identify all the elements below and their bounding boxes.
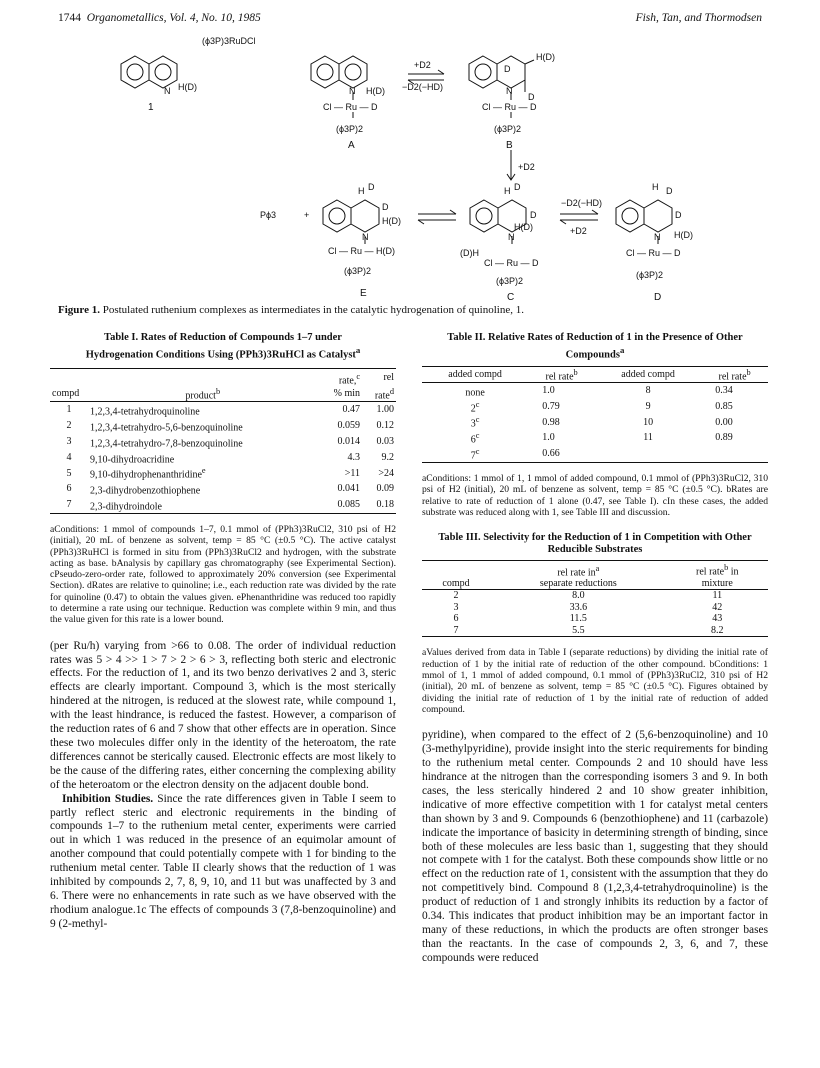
t3-mix-top: rel rate$^b$ in bbox=[696, 563, 739, 578]
compound-number: 1 bbox=[66, 404, 72, 416]
rel-rate-value: >24 bbox=[378, 467, 394, 479]
label-h-d: H bbox=[652, 182, 659, 192]
label-ligand-c: (ϕ3P)2 bbox=[496, 276, 524, 286]
label-ligand-d: (ϕ3P)2 bbox=[636, 270, 664, 280]
reagent-label: (ϕ3P)3RuDCl bbox=[202, 36, 256, 46]
compound-number: 2 bbox=[66, 420, 72, 432]
label-ligand-b: (ϕ3P)2 bbox=[494, 124, 522, 134]
label-clru-d: Cl — Ru — D bbox=[626, 248, 681, 258]
compound-number: 5 bbox=[66, 467, 72, 479]
pphi3-label: Pϕ3 bbox=[260, 210, 277, 220]
product-cell bbox=[88, 450, 318, 466]
product-footnote: e bbox=[201, 466, 206, 476]
table2-row bbox=[422, 446, 768, 462]
table2-body bbox=[422, 382, 768, 462]
added-compd: 11 bbox=[643, 432, 653, 444]
inhibition-heading: Inhibition Studies. bbox=[62, 792, 154, 805]
product-cell bbox=[88, 418, 318, 434]
inhibition-text: Since the rate differences given in Table I seem to partly reflect steric and electronic requirements in the binding of compounds 1–7 to the ruthenium metal center, experiments were carried out in which 1 was reduced in the presence of an equimolar amount of another compound that could potentially compete with 1 for binding to the ruthenium metal center. Table II clearly shows that the reduction of 1 was inhibited by compounds 2, 7, 8, 9, 10, and 11 but was unaffected by 3 and 6. There were no enhancements in rate such as we have observed with the rhodium analogue.1c The effects of compounds 3 (7,8-benzoquinoline) and 9 (2-methyl- bbox=[50, 792, 396, 930]
t1-rate-top: rate,$^c$ bbox=[338, 371, 361, 386]
added-compd: none bbox=[465, 387, 485, 399]
rate-value: 4.3 bbox=[347, 451, 361, 463]
compound-label-d: D bbox=[654, 292, 662, 302]
rel-rate-value: 0.03 bbox=[376, 435, 394, 447]
rel-rate-value: 1.00 bbox=[376, 404, 394, 416]
label-clru-e: Cl — Ru — H(D) bbox=[328, 246, 395, 256]
label-clru-b: Cl — Ru — D bbox=[482, 102, 537, 112]
header-authors: Fish, Tan, and Thormodsen bbox=[635, 12, 762, 24]
added-compd: 2 bbox=[470, 402, 476, 414]
table2-row bbox=[422, 399, 768, 415]
table2-row bbox=[422, 414, 768, 430]
compound-number: 6 bbox=[453, 613, 459, 625]
mixture-rate: 11 bbox=[712, 590, 723, 602]
figure-caption-text: Postulated ruthenium complexes as intermediates in the catalytic hydrogenation of quinoline, 1. bbox=[102, 304, 524, 316]
running-header bbox=[58, 12, 762, 26]
table2-footnotes: aConditions: 1 mmol of 1, 1 mmol of added compound, 0.1 mmol of (PPh3)3RuCl2, 310 psi of H2 (initial), 20 mL of benzene as solvent, temp = 85 °C (±0.5 °C). bRates are relative to rate of reduction of 1 alone (0.47, see Table I). cIn these cases, the added substrate was reduced along with 1, see Table III and discussion. bbox=[422, 472, 768, 518]
rel-rate-value: 0.12 bbox=[376, 420, 394, 432]
label-d-b2: D bbox=[528, 92, 535, 102]
added-compd-cell bbox=[422, 382, 528, 398]
t1-header-product: product$^b$ bbox=[185, 386, 221, 402]
separate-rate: 11.5 bbox=[569, 613, 587, 625]
product-name: 2,3-dihydrobenzothiophene bbox=[90, 485, 201, 497]
separate-rate: 8.0 bbox=[572, 590, 585, 602]
table2-row bbox=[422, 430, 768, 446]
t1-header-compd: compd bbox=[52, 387, 80, 399]
product-name: 1,2,3,4-tetrahydroquinoline bbox=[90, 406, 200, 418]
rate-value: 0.059 bbox=[337, 420, 361, 432]
rel-rate: 0.34 bbox=[715, 384, 733, 396]
complex-e-structure bbox=[323, 200, 379, 244]
product-name: 1,2,3,4-tetrahydro-7,8-benzoquinoline bbox=[90, 438, 243, 450]
rel-rate: 0.85 bbox=[715, 400, 733, 412]
rel-rate-value: 0.09 bbox=[376, 483, 394, 495]
label-hd-d: H(D) bbox=[674, 230, 693, 240]
compound-number: 3 bbox=[66, 435, 72, 447]
table3 bbox=[422, 560, 768, 637]
product-name: 2,3-dihydroindole bbox=[90, 501, 162, 513]
t1-rel-top: rel bbox=[383, 371, 394, 383]
compound-number: 4 bbox=[66, 451, 72, 463]
compound-label-a: A bbox=[348, 140, 355, 151]
table3-row bbox=[422, 625, 768, 637]
table1-title-text: Table I. Rates of Reduction of Compounds 1–7 under Hydrogenation Conditions Using (PPh3)3RuHCl as Catalyst bbox=[85, 332, 356, 361]
arrow-down-label: +D2 bbox=[518, 162, 535, 172]
label-n-e: N bbox=[362, 232, 369, 242]
table1-footnotes: aConditions: 1 mmol of compounds 1–7, 0.1 mmol of (PPh3)3RuCl2, 310 psi of H2 (initial), 20 mL of benzene as solvent, temp = 85 °C (±0.5 °C). The active catalyst (PPh3)3RuHCl is formed in situ from (PPh3)3RuCl2 and hydrogen, with the substrate acting as base. bAnalysis by capillary gas chromatography (see Experimental Section). cPseudo-zero-order rate, followed to approximately 20% conversion (see Experimental Section). dRates are relative to quinoline; i.e., each reduction rate was divided by the rate for quinoline (0.47) to obtain the values given. ePhenanthridine was reduced too rapidly to determine a rate using our technique. Reduction was complete within 9 min, and thus the value given for this rate is a lower bound. bbox=[50, 523, 396, 626]
added-compd bbox=[595, 446, 701, 462]
table1-row bbox=[50, 450, 396, 466]
product-cell bbox=[88, 497, 318, 513]
rel-rate: 0.79 bbox=[542, 400, 560, 412]
table1-title-sup: a bbox=[355, 345, 361, 355]
compound-number: 7 bbox=[453, 624, 459, 636]
complex-d-structure bbox=[616, 200, 672, 244]
header-left bbox=[58, 12, 261, 24]
rate-value: 0.014 bbox=[337, 435, 361, 447]
label-d-c: D bbox=[514, 182, 521, 192]
added-compd: 6 bbox=[470, 434, 476, 446]
compound-number: 2 bbox=[453, 590, 459, 602]
left-body-text: (per Ru/h) varying from >66 to 0.08. The order of individual reduction rates was 5 > 4 >> 1 > 7 > 2 > 6 > 3, reflecting both steric and electronic effects. For the reduction of 1, and its two benzo derivatives 2 and 3, steric effects are clearly important. Compound 3, which is the most sterically hindered at the nitrogen, is reduced at the slowest rate, while compound 1, with the least hindrance, is reduced the fastest. However, a comparison of the reduction rates of 6 and 7 show that other effects are in operation. Since these two molecules differ only in the identity of the heteroatom, the rate differences cannot be sterically caused. Electronic effects are most likely to be the cause of the differing rates, either concerning the complexing ability of the heteroatom or the electron density on the adjacent double bond. bbox=[50, 639, 396, 791]
label-ligand-e: (ϕ3P)2 bbox=[344, 266, 372, 276]
table1-row bbox=[50, 465, 396, 481]
reaction-scheme bbox=[100, 34, 720, 302]
added-compd-footnote: c bbox=[475, 447, 480, 457]
compound-label-b: B bbox=[506, 140, 513, 151]
table1-row bbox=[50, 402, 396, 418]
arrow-top-fwd: +D2 bbox=[414, 60, 431, 70]
label-h-e: H bbox=[358, 186, 365, 196]
separate-rate: 33.6 bbox=[569, 601, 588, 613]
label-n-1: N bbox=[164, 86, 171, 96]
t3-header-compd: compd bbox=[442, 578, 470, 590]
compound-number: 7 bbox=[66, 499, 72, 511]
rel-rate: 1.0 bbox=[542, 432, 555, 444]
product-name: 9,10-dihydroacridine bbox=[90, 453, 175, 465]
table2-title: Table II. Relative Rates of Reduction of 1 in the Presence of Other Compounds$^a$ bbox=[447, 332, 743, 361]
compound-label-e: E bbox=[360, 288, 367, 299]
t3-header-mix: mixture bbox=[701, 578, 733, 590]
label-d-e2: D bbox=[382, 202, 389, 212]
journal-citation: Organometallics, Vol. 4, No. 10, 1985 bbox=[86, 12, 261, 24]
table1-row bbox=[50, 418, 396, 434]
t2-header-added-1: added compd bbox=[448, 368, 502, 380]
compound-label-c: C bbox=[507, 292, 515, 302]
product-cell bbox=[88, 434, 318, 450]
rel-rate: 0.00 bbox=[715, 416, 733, 428]
t1-header-rel: rate$^d$ bbox=[374, 386, 394, 402]
rel-rate: 0.98 bbox=[542, 416, 560, 428]
label-d-e: D bbox=[368, 182, 375, 192]
arrow-bot-fwd: −D2(−HD) bbox=[561, 198, 603, 208]
figure-caption bbox=[58, 304, 768, 316]
label-d-d: D bbox=[666, 186, 673, 196]
mixture-rate: 42 bbox=[712, 601, 723, 613]
inhibition-paragraph bbox=[50, 793, 396, 932]
added-compd-cell bbox=[422, 399, 528, 415]
label-clru-a: Cl — Ru — D bbox=[323, 102, 378, 112]
rel-rate: 0.66 bbox=[542, 448, 560, 460]
rel-rate-value: 9.2 bbox=[381, 451, 394, 463]
label-d-c2: D bbox=[530, 210, 537, 220]
mixture-rate: 8.2 bbox=[711, 624, 724, 636]
added-compd: 3 bbox=[470, 418, 476, 430]
added-compd-cell bbox=[422, 430, 528, 446]
t2-header-added-2: added compd bbox=[621, 368, 675, 380]
table1 bbox=[50, 368, 396, 514]
added-compd-footnote: c bbox=[475, 415, 480, 425]
equilibrium-arrows-left bbox=[418, 210, 456, 224]
label-d-d2: D bbox=[675, 210, 682, 220]
rate-value: 0.47 bbox=[342, 404, 361, 416]
label-ligand-a: (ϕ3P)2 bbox=[336, 124, 364, 134]
added-compd-footnote: c bbox=[475, 431, 480, 441]
t2-header-rel-1: rel rate$^b$ bbox=[545, 367, 578, 382]
equilibrium-arrows-right bbox=[560, 210, 598, 224]
compound-number: 3 bbox=[453, 601, 459, 613]
down-arrow bbox=[507, 150, 515, 180]
right-body-text: pyridine), when compared to the effect of 2 (5,6-benzoquinoline) and 10 (3-methylpyridine), provide insight into the steric requirements for binding to the ruthenium metal center. Compounds 2 and 10 should have less hindrance at the nitrogen than the corresponding isomers 3 and 9. In both cases, the less sterically hindered 2 and 10 show greater inhibition, indicative of more effective competition with 1 for catalyst metal centers than shown by 3 and 9. Compounds 6 (benzothiophene) and 11 (carbazole) indicate the importance of basicity in determining strength of binding, since both of these molecules are less basic than 1, suggesting that they should not compete with 1 for the catalyst. Both these compounds show little or no effect on the reduction rate of 1, consistent with the assumption that they do not competitively bind. Compound 8 (1,2,3,4-tetrahydroquinoline) is the product of reduction of 1 and strongly inhibits its reduction by a factor of 0.34. This indicates that product inhibition may be an important factor in many of these reductions, in which the products are often stronger bases than the reactants. In the case of compounds 2, 3, 6, and 7, these compounds were reduced bbox=[422, 729, 768, 964]
added-compd: 8 bbox=[645, 384, 651, 396]
label-n-a: N bbox=[349, 86, 356, 96]
quinoline-structure-1 bbox=[121, 56, 177, 88]
product-cell bbox=[88, 481, 318, 497]
arrow-bot-rev: +D2 bbox=[570, 226, 587, 236]
right-column bbox=[422, 332, 768, 966]
table1-body bbox=[50, 402, 396, 514]
added-compd: 10 bbox=[643, 416, 654, 428]
label-hd-1: H(D) bbox=[178, 82, 197, 92]
table3-row bbox=[422, 613, 768, 625]
compound-label-1: 1 bbox=[148, 102, 154, 113]
table2 bbox=[422, 366, 768, 463]
label-h-c: H bbox=[504, 186, 511, 196]
table1-title bbox=[50, 332, 396, 362]
table3-row bbox=[422, 602, 768, 614]
label-hd-e: H(D) bbox=[382, 216, 401, 226]
figure-label: Figure 1. bbox=[58, 304, 100, 316]
separate-rate: 5.5 bbox=[572, 624, 585, 636]
page-number: 1744 bbox=[58, 12, 81, 24]
label-clru-c: Cl — Ru — D bbox=[484, 258, 539, 268]
product-cell bbox=[88, 402, 318, 418]
added-compd: 7 bbox=[470, 450, 476, 462]
left-column bbox=[50, 332, 396, 932]
table1-row bbox=[50, 497, 396, 513]
rate-value: 0.041 bbox=[337, 483, 361, 495]
rel-rate: 0.89 bbox=[715, 432, 733, 444]
product-cell bbox=[88, 465, 318, 481]
label-hd-c: H(D) bbox=[514, 222, 533, 232]
added-compd-cell bbox=[422, 414, 528, 430]
compound-number: 6 bbox=[66, 483, 72, 495]
mixture-rate: 43 bbox=[712, 613, 723, 625]
table2-row bbox=[422, 382, 768, 398]
table3-body bbox=[422, 590, 768, 637]
label-dh-c: (D)H bbox=[460, 248, 479, 258]
product-name: 9,10-dihydrophenanthridine bbox=[90, 469, 202, 481]
rate-value: 0.085 bbox=[337, 499, 361, 511]
label-hd-b: H(D) bbox=[536, 52, 555, 62]
label-n-b: N bbox=[506, 86, 513, 96]
rel-rate-value: 0.18 bbox=[376, 499, 394, 511]
t2-header-rel-2: rel rate$^b$ bbox=[718, 367, 751, 382]
arrow-top-rev: −D2(−HD) bbox=[402, 82, 444, 92]
t3-sep-top: rel rate $in^a$ bbox=[557, 564, 600, 579]
t1-header-rate: % min bbox=[333, 387, 361, 399]
label-n-d: N bbox=[654, 232, 661, 242]
rate-value: >11 bbox=[344, 467, 361, 479]
table3-footnotes: aValues derived from data in Table I (separate reductions) by dividing the initial rate of reduction of 1 by the initial rate of reduction of the other compound. bConditions: 1 mmol of 1, 1 mmol of added compound, 0.1 mmol of (PPh3)3RuCl2, 310 psi of H2 (initial), 20 mL of benzene as solvent, temp = 85 °C (±0.5 °C). Figures obtained by dividing the initial rate of reduction of 1 by the initial rate of reduction of added compound. bbox=[422, 647, 768, 715]
rel-rate: 1.0 bbox=[542, 384, 555, 396]
t3-header-sep: separate reductions bbox=[539, 578, 617, 590]
added-compd: 9 bbox=[645, 400, 651, 412]
table1-row bbox=[50, 434, 396, 450]
table3-title: Table III. Selectivity for the Reduction of 1 in Competition with Other Reducible Substrates bbox=[438, 532, 752, 556]
product-name: 1,2,3,4-tetrahydro-5,6-benzoquinoline bbox=[90, 422, 243, 434]
added-compd-footnote: c bbox=[475, 399, 480, 409]
label-d-b: D bbox=[504, 64, 511, 74]
label-n-c: N bbox=[508, 232, 515, 242]
added-compd-cell bbox=[422, 446, 528, 462]
table3-row bbox=[422, 590, 768, 602]
plus-sign: + bbox=[304, 210, 310, 220]
label-hd-a: H(D) bbox=[366, 86, 385, 96]
table1-row bbox=[50, 481, 396, 497]
rel-rate bbox=[701, 446, 768, 462]
